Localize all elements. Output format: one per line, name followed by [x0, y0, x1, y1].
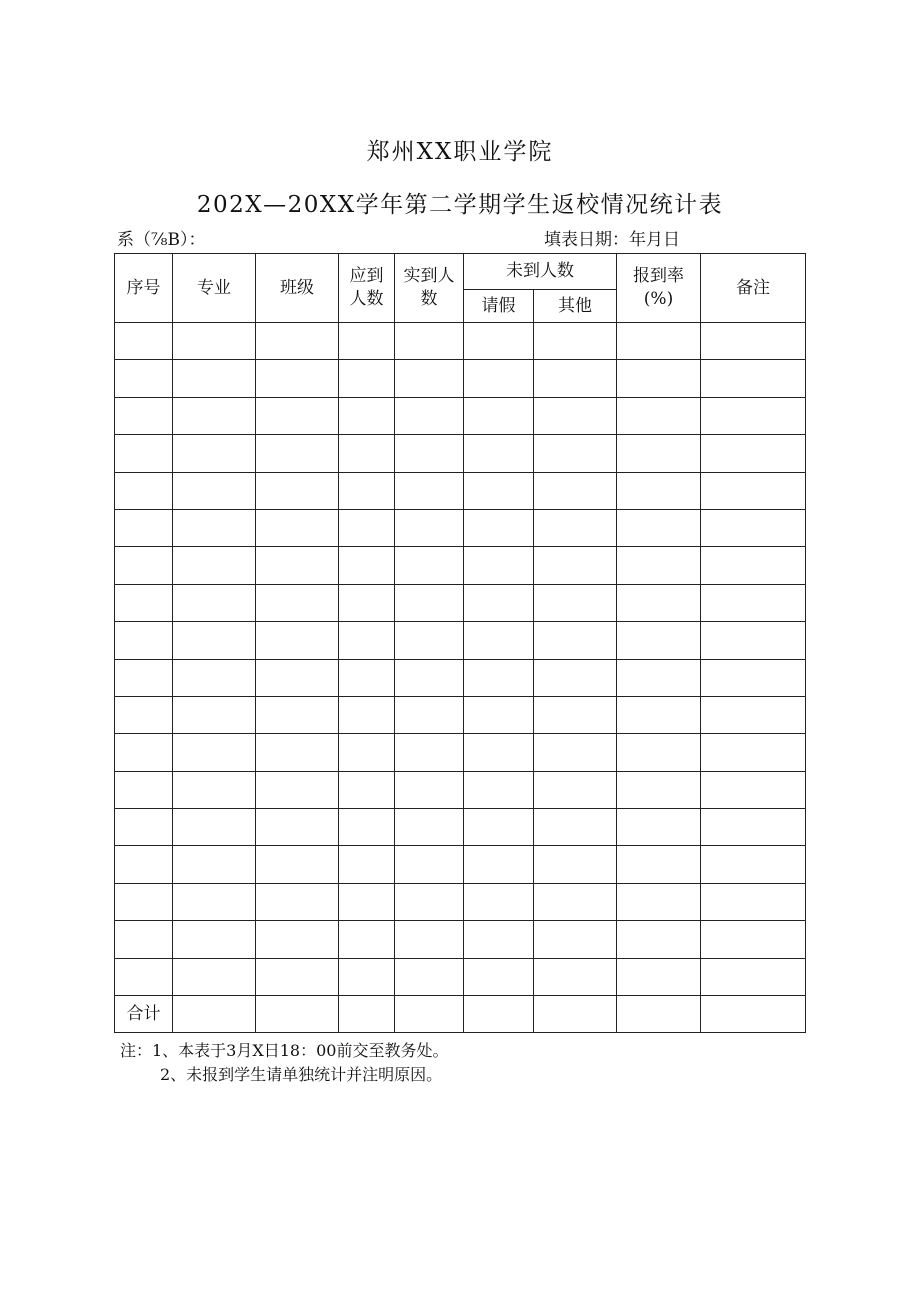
table-cell[interactable]	[617, 659, 701, 696]
table-cell[interactable]	[464, 921, 534, 958]
table-cell[interactable]	[395, 734, 464, 771]
table-cell[interactable]	[115, 696, 173, 733]
table-cell[interactable]	[395, 360, 464, 397]
table-cell[interactable]	[339, 323, 395, 360]
table-cell[interactable]	[173, 584, 256, 621]
table-cell[interactable]	[256, 921, 339, 958]
fill-date-label: 填表日期：年月日	[544, 230, 680, 250]
table-cell[interactable]	[173, 734, 256, 771]
table-cell[interactable]	[534, 771, 617, 808]
table-cell[interactable]	[173, 509, 256, 546]
table-row	[115, 659, 806, 696]
table-row	[115, 846, 806, 883]
table-cell[interactable]	[256, 883, 339, 920]
table-cell[interactable]	[464, 883, 534, 920]
table-cell[interactable]	[464, 696, 534, 733]
table-cell[interactable]	[464, 360, 534, 397]
table-cell[interactable]	[701, 696, 806, 733]
table-cell[interactable]	[701, 622, 806, 659]
table-cell[interactable]	[534, 397, 617, 434]
table-cell[interactable]	[115, 397, 173, 434]
table-row	[115, 771, 806, 808]
table-row	[115, 472, 806, 509]
table-cell[interactable]	[464, 435, 534, 472]
school-title: 郑州XX职业学院	[366, 139, 554, 165]
table-cell[interactable]	[464, 509, 534, 546]
table-cell[interactable]	[701, 584, 806, 621]
table-cell[interactable]	[256, 360, 339, 397]
table-cell[interactable]	[256, 323, 339, 360]
table-cell[interactable]	[534, 360, 617, 397]
table-row	[115, 584, 806, 621]
table-cell[interactable]	[256, 846, 339, 883]
table-cell[interactable]	[617, 846, 701, 883]
table-cell[interactable]	[395, 622, 464, 659]
table-cell[interactable]	[339, 509, 395, 546]
table-cell[interactable]	[464, 958, 534, 995]
table-cell[interactable]	[173, 771, 256, 808]
total-cell[interactable]	[701, 996, 806, 1033]
table-cell[interactable]	[395, 696, 464, 733]
table-cell[interactable]	[464, 472, 534, 509]
total-cell[interactable]	[256, 996, 339, 1033]
table-cell[interactable]	[534, 734, 617, 771]
table-cell[interactable]	[115, 360, 173, 397]
table-row	[115, 547, 806, 584]
table-row	[115, 622, 806, 659]
table-cell[interactable]	[534, 509, 617, 546]
table-row	[115, 435, 806, 472]
table-cell[interactable]	[534, 883, 617, 920]
table-cell[interactable]	[701, 771, 806, 808]
table-cell[interactable]	[617, 472, 701, 509]
table-cell[interactable]	[464, 846, 534, 883]
table-cell[interactable]	[256, 771, 339, 808]
table-cell[interactable]	[395, 846, 464, 883]
table-cell[interactable]	[617, 809, 701, 846]
table-cell[interactable]	[464, 659, 534, 696]
total-cell[interactable]	[617, 996, 701, 1033]
table-cell[interactable]	[617, 397, 701, 434]
header-absent-leave: 请假	[464, 290, 534, 323]
table-cell[interactable]	[534, 584, 617, 621]
header-actual-line2: 数	[420, 289, 438, 309]
table-cell[interactable]	[617, 771, 701, 808]
table-cell[interactable]	[173, 360, 256, 397]
table-cell[interactable]	[115, 509, 173, 546]
table-cell[interactable]	[701, 547, 806, 584]
table-cell[interactable]	[701, 921, 806, 958]
table-cell[interactable]	[395, 472, 464, 509]
table-cell[interactable]	[339, 846, 395, 883]
table-cell[interactable]	[339, 734, 395, 771]
table-cell[interactable]	[395, 547, 464, 584]
table-cell[interactable]	[339, 622, 395, 659]
table-cell[interactable]	[701, 846, 806, 883]
table-cell[interactable]	[395, 397, 464, 434]
table-cell[interactable]	[617, 958, 701, 995]
total-cell[interactable]	[534, 996, 617, 1033]
table-cell[interactable]	[339, 771, 395, 808]
header-actual-line1: 实到人	[403, 266, 455, 286]
table-cell[interactable]	[395, 584, 464, 621]
note-line-1: 注：1、本表于3月X日18：00前交至教务处。	[120, 1041, 449, 1060]
table-row	[115, 323, 806, 360]
table-cell[interactable]	[395, 435, 464, 472]
table-cell[interactable]	[395, 659, 464, 696]
total-row	[115, 996, 806, 1033]
table-cell[interactable]	[173, 696, 256, 733]
header-actual	[395, 254, 464, 323]
table-cell[interactable]	[395, 809, 464, 846]
table-cell[interactable]	[256, 696, 339, 733]
table-cell[interactable]	[339, 809, 395, 846]
table-cell[interactable]	[464, 734, 534, 771]
table-cell[interactable]	[701, 360, 806, 397]
table-cell[interactable]	[115, 547, 173, 584]
table-cell[interactable]	[395, 921, 464, 958]
table-cell[interactable]	[701, 734, 806, 771]
total-cell[interactable]	[395, 996, 464, 1033]
table-cell[interactable]	[115, 921, 173, 958]
table-cell[interactable]	[339, 958, 395, 995]
table-cell[interactable]	[173, 472, 256, 509]
table-cell[interactable]	[534, 809, 617, 846]
table-cell[interactable]	[173, 659, 256, 696]
table-cell[interactable]	[173, 958, 256, 995]
table-cell[interactable]	[617, 547, 701, 584]
table-cell[interactable]	[464, 809, 534, 846]
table-cell[interactable]	[617, 734, 701, 771]
table-cell[interactable]	[701, 397, 806, 434]
table-cell[interactable]	[534, 696, 617, 733]
table-cell[interactable]	[173, 547, 256, 584]
table-cell[interactable]	[701, 659, 806, 696]
table-cell[interactable]	[173, 622, 256, 659]
table-cell[interactable]	[617, 584, 701, 621]
table-cell[interactable]	[617, 360, 701, 397]
table-cell[interactable]	[395, 323, 464, 360]
department-label: 系（⅞B）：	[117, 230, 206, 250]
table-cell[interactable]	[256, 397, 339, 434]
header-remarks: 备注	[701, 254, 806, 323]
total-cell[interactable]	[464, 996, 534, 1033]
total-label: 合计	[115, 996, 173, 1033]
header-class: 班级	[256, 254, 339, 323]
table-row	[115, 397, 806, 434]
table-cell[interactable]	[256, 622, 339, 659]
table-cell[interactable]	[256, 472, 339, 509]
header-major: 专业	[173, 254, 256, 323]
table-cell[interactable]	[339, 547, 395, 584]
table-cell[interactable]	[115, 958, 173, 995]
table-cell[interactable]	[534, 846, 617, 883]
table-cell[interactable]	[617, 921, 701, 958]
header-seq: 序号	[115, 254, 173, 323]
table-cell[interactable]	[617, 323, 701, 360]
table-cell[interactable]	[617, 696, 701, 733]
table-cell[interactable]	[256, 509, 339, 546]
table-cell[interactable]	[617, 622, 701, 659]
table-cell[interactable]	[617, 509, 701, 546]
header-expected-line2: 人数	[349, 289, 384, 309]
table-cell[interactable]	[464, 584, 534, 621]
table-cell[interactable]	[534, 435, 617, 472]
table-cell[interactable]	[339, 921, 395, 958]
table-cell[interactable]	[534, 547, 617, 584]
table-cell[interactable]	[115, 435, 173, 472]
table-row	[115, 958, 806, 995]
table-cell[interactable]	[256, 809, 339, 846]
table-row	[115, 696, 806, 733]
header-expected	[339, 254, 395, 323]
total-cell[interactable]	[339, 996, 395, 1033]
table-cell[interactable]	[701, 435, 806, 472]
header-expected-line1: 应到	[349, 266, 384, 286]
table-cell[interactable]	[701, 809, 806, 846]
table-cell[interactable]	[115, 771, 173, 808]
table-cell[interactable]	[115, 846, 173, 883]
table-row	[115, 734, 806, 771]
table-cell[interactable]	[339, 883, 395, 920]
table-cell[interactable]	[464, 771, 534, 808]
table-cell[interactable]	[464, 547, 534, 584]
header-absent-other: 其他	[534, 290, 617, 323]
total-cell[interactable]	[173, 996, 256, 1033]
header-row	[115, 254, 806, 290]
table-cell[interactable]	[395, 958, 464, 995]
table-cell[interactable]	[534, 659, 617, 696]
header-absent-group: 未到人数	[464, 254, 617, 290]
table-cell[interactable]	[256, 547, 339, 584]
note-line-2: 2、未报到学生请单独统计并注明原因。	[160, 1065, 443, 1084]
table-cell[interactable]	[464, 397, 534, 434]
table-cell[interactable]	[256, 734, 339, 771]
table-cell[interactable]	[534, 958, 617, 995]
table-cell[interactable]	[395, 883, 464, 920]
table-cell[interactable]	[339, 659, 395, 696]
table-cell[interactable]	[339, 696, 395, 733]
table-cell[interactable]	[701, 472, 806, 509]
notes	[120, 1039, 448, 1087]
table-row	[115, 921, 806, 958]
form-title: 202X—20XX学年第二学期学生返校情况统计表	[196, 192, 724, 218]
table-cell[interactable]	[701, 323, 806, 360]
table-cell[interactable]	[173, 883, 256, 920]
table-row	[115, 809, 806, 846]
table-cell[interactable]	[173, 435, 256, 472]
table-cell[interactable]	[115, 734, 173, 771]
table-cell[interactable]	[617, 883, 701, 920]
table-cell[interactable]	[395, 509, 464, 546]
table-cell[interactable]	[115, 622, 173, 659]
header-rate	[617, 254, 701, 323]
table-cell[interactable]	[115, 809, 173, 846]
header-rate-line1: 报到率	[633, 266, 684, 286]
table-cell[interactable]	[701, 883, 806, 920]
table-cell[interactable]	[617, 435, 701, 472]
table-cell[interactable]	[339, 397, 395, 434]
table-cell[interactable]	[173, 921, 256, 958]
table-cell[interactable]	[464, 622, 534, 659]
table-cell[interactable]	[256, 435, 339, 472]
table-cell[interactable]	[701, 958, 806, 995]
table-cell[interactable]	[339, 435, 395, 472]
table-cell[interactable]	[256, 584, 339, 621]
table-cell[interactable]	[115, 323, 173, 360]
table-cell[interactable]	[173, 397, 256, 434]
table-cell[interactable]	[115, 472, 173, 509]
table-cell[interactable]	[339, 360, 395, 397]
table-cell[interactable]	[173, 846, 256, 883]
table-cell[interactable]	[115, 584, 173, 621]
table-cell[interactable]	[256, 659, 339, 696]
table-cell[interactable]	[256, 958, 339, 995]
table-cell[interactable]	[534, 622, 617, 659]
table-cell[interactable]	[115, 659, 173, 696]
table-cell[interactable]	[464, 323, 534, 360]
table-cell[interactable]	[173, 323, 256, 360]
table-cell[interactable]	[339, 584, 395, 621]
table-cell[interactable]	[701, 509, 806, 546]
header-rate-line2: (%)	[643, 289, 674, 309]
table-cell[interactable]	[534, 921, 617, 958]
return-statistics-table	[114, 253, 806, 1033]
table-cell[interactable]	[534, 323, 617, 360]
table-cell[interactable]	[395, 771, 464, 808]
table-cell[interactable]	[534, 472, 617, 509]
table-row	[115, 509, 806, 546]
table-cell[interactable]	[339, 472, 395, 509]
table-cell[interactable]	[115, 883, 173, 920]
table-row	[115, 883, 806, 920]
table-row	[115, 360, 806, 397]
table-cell[interactable]	[173, 809, 256, 846]
